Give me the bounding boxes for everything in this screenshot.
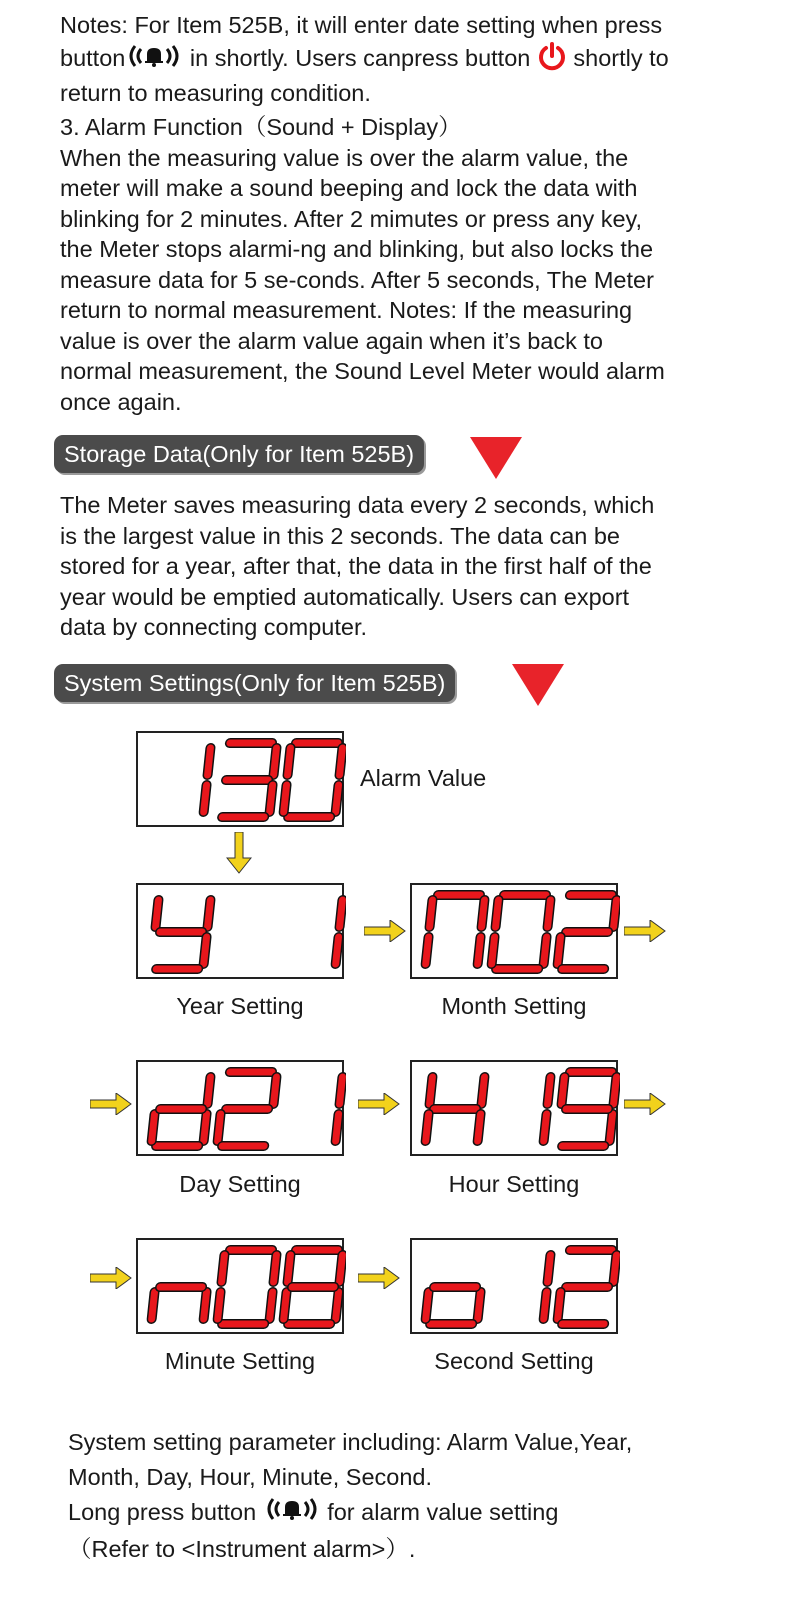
segment [208,748,211,775]
segment [288,1255,291,1282]
storage-paragraph [60,490,780,643]
segment [274,748,277,775]
segment [478,1292,481,1319]
seven-segment-readout [138,1240,346,1336]
digit-3 [222,743,277,817]
segment [426,1114,429,1141]
storage-line: is the largest value in this 2 seconds. The data can be [60,522,620,549]
digit-1 [544,1255,551,1319]
minute-setting-label: Minute Setting [164,1348,316,1374]
segment [222,1255,225,1282]
segment [426,1292,429,1319]
segment [430,1077,433,1104]
power-icon [537,41,567,79]
digit-M [426,895,485,964]
system-settings-banner: System Settings(Only for Item 525B) [54,664,455,702]
notes-line-2-end: shortly to [573,44,669,71]
segment [336,937,339,964]
alarm-line: once again. [60,388,182,415]
alarm-bell-icon [125,43,183,77]
yellow-arrow-icon [90,1093,132,1115]
notes-line-2 [60,41,780,79]
year-setting-label: Year Setting [176,993,304,1019]
digit-9 [557,1072,617,1146]
second-setting-label: Second Setting [434,1348,594,1374]
segment [548,1255,551,1282]
digit-1 [204,748,211,812]
alarm-line: blinking for 2 minutes. After 2 mimutes or press any key, [60,205,643,232]
seven-segment-readout [138,885,346,981]
yellow-arrow-icon [624,1093,666,1115]
footer-paragraph [68,1425,788,1567]
digit-2 [217,1072,277,1146]
yellow-arrow-icon [624,920,666,942]
alarm-line: the Meter stops alarmi-ng and blinking, but also locks the [60,236,654,262]
notes-line-3: return to measuring condition. [60,80,371,106]
digit-1 [336,900,343,964]
segment [336,1292,339,1319]
segment [482,1077,485,1104]
segment [548,900,551,927]
alarm-line: measure data for 5 se-conds. After 5 seconds, The Meter [60,266,654,293]
footer-line-3-start: Long press button [68,1499,257,1525]
storage-data-banner: Storage Data(Only for Item 525B) [54,435,424,473]
digit-1 [544,1077,551,1141]
red-triangle-icon [512,664,564,706]
notes-line-1: Notes: For Item 525B, it will enter date setting when press [60,12,663,38]
alarm-line: meter will make a sound beeping and lock the data with [60,175,638,201]
segment [614,1255,617,1282]
second-setting-display [410,1238,618,1334]
segment [270,1292,273,1319]
segment [204,785,207,812]
segment [544,1292,547,1319]
segment [558,1292,561,1319]
segment [340,900,343,927]
segment [204,937,207,964]
alarm-line: return to normal measurement. Notes: If the measuring [60,297,633,323]
footer-line-3-end: for alarm value setting [327,1499,559,1525]
digit-H [426,1077,485,1141]
yellow-arrow-icon [226,832,252,874]
segment [614,1077,617,1104]
segment [284,785,287,812]
segment [288,748,291,775]
alarm-function-section [60,112,780,417]
day-setting-display [136,1060,344,1156]
segment [548,1077,551,1104]
segment [544,937,547,964]
digit-2 [557,895,617,969]
digit-8 [283,1250,343,1324]
segment [204,1292,207,1319]
digit-2 [557,1250,617,1324]
segment [218,1114,221,1141]
footer-line-3 [68,1495,788,1532]
digit-1 [336,1077,343,1141]
segment [204,1114,207,1141]
segment [492,937,495,964]
alarm-line: normal measurement, the Sound Level Meter would alarm [60,358,665,384]
seven-segment-readout [412,885,620,981]
footer-line-1: System setting parameter including: Alarm Value,Year, [68,1429,633,1455]
segment [340,1255,343,1282]
month-setting-display [410,883,618,979]
yellow-arrow-icon [358,1267,400,1289]
footer-line-2: Month, Day, Hour, Minute, Second. [68,1464,432,1490]
day-setting-label: Day Setting [179,1171,301,1197]
storage-line: stored for a year, after that, the data in the first half of the [60,553,652,579]
segment [336,785,339,812]
segment [340,748,343,775]
segment [284,1292,287,1319]
seven-segment-readout [412,1062,620,1158]
segment [482,900,485,927]
notes-line-2-middle: in shortly. Users canpress button [189,44,531,71]
storage-line: year would be emptied automatically. Users can export [60,583,630,610]
segment [558,937,561,964]
alarm-line: When the measuring value is over the alarm value, the [60,144,629,171]
storage-line: The Meter saves measuring data every 2 seconds, which [60,492,655,518]
alarm-value-display [136,731,344,827]
segment [478,937,481,964]
segment [614,900,617,927]
segment [610,1114,613,1141]
segment [562,1077,565,1104]
segment [156,900,159,927]
footer-line-4: （Refer to <Instrument alarm>）. [68,1535,416,1562]
alarm-function-heading: 3. Alarm Function（Sound + Display） [60,114,462,140]
hour-setting-display [410,1060,618,1156]
red-triangle-icon [470,437,522,479]
segment [152,1292,155,1319]
segment [336,1114,339,1141]
segment [270,785,273,812]
digit-Y [151,900,210,969]
segment [274,1255,277,1282]
alarm-bell-icon [263,1496,321,1532]
segment [218,1292,221,1319]
notes-line-2-start: button [60,44,126,71]
yellow-arrow-icon [364,920,406,942]
yellow-arrow-icon [90,1267,132,1289]
segment [340,1077,343,1104]
segment [426,937,429,964]
seven-segment-readout [138,1062,346,1158]
segment [430,900,433,927]
month-setting-label: Month Setting [441,993,587,1019]
seven-segment-readout [138,733,346,829]
minute-setting-display [136,1238,344,1334]
year-setting-display [136,883,344,979]
digit-0 [217,1250,277,1324]
storage-line: data by connecting computer. [60,614,368,640]
segment [478,1114,481,1141]
segment [496,900,499,927]
notes-paragraph [60,10,780,109]
digit-n [152,1287,207,1319]
seven-segment-readout [412,1240,620,1336]
digit-0 [283,743,343,817]
digit-d [151,1077,210,1146]
alarm-line: value is over the alarm value again when it’s back to [60,327,603,354]
segment [208,1077,211,1104]
yellow-arrow-icon [358,1093,400,1115]
segment [544,1114,547,1141]
alarm-value-label: Alarm Value [360,765,487,791]
digit-o [425,1287,481,1324]
segment [208,900,211,927]
digit-0 [491,895,551,969]
segment [152,1114,155,1141]
segment [274,1077,277,1104]
hour-setting-label: Hour Setting [448,1171,580,1197]
